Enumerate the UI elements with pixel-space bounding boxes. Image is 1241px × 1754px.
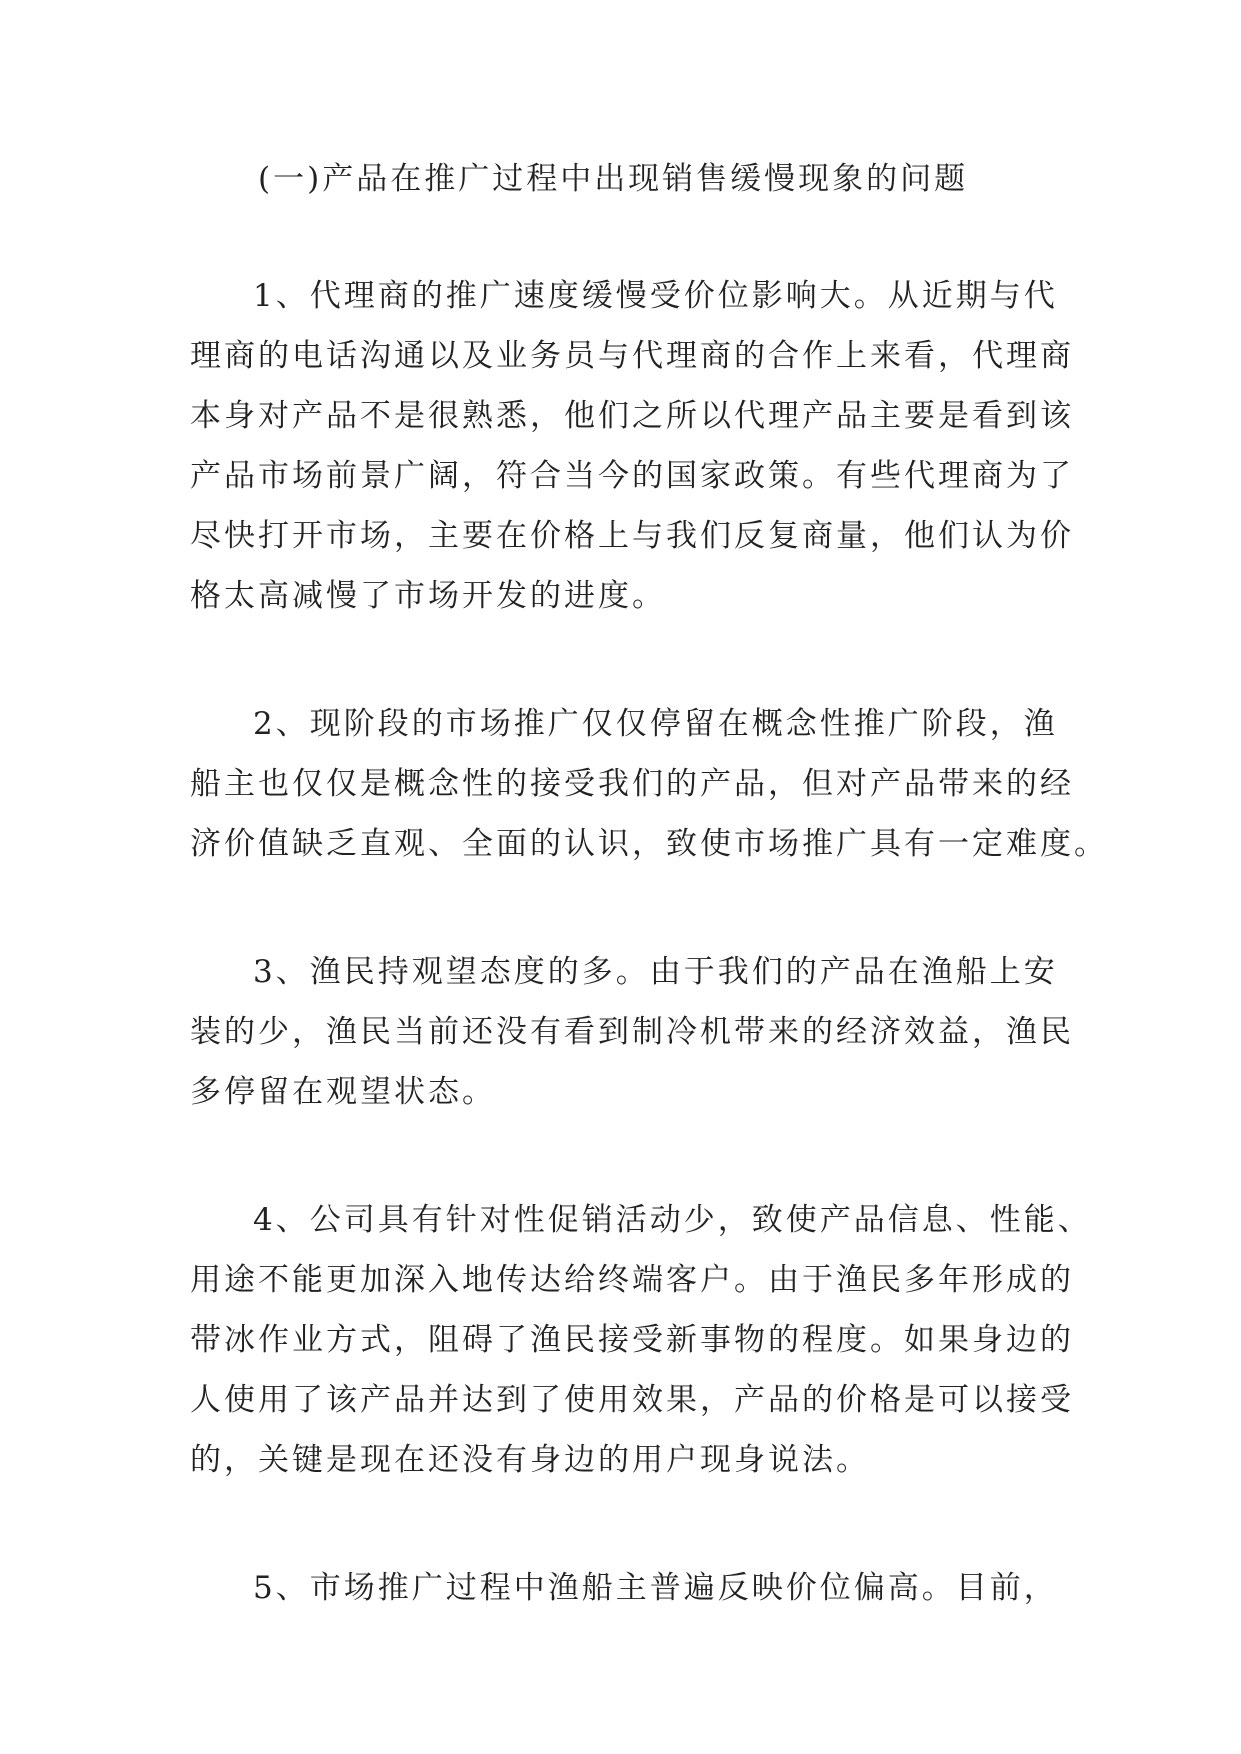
- paragraph-2: [190, 694, 1108, 874]
- paragraph-line: 装的少，渔民当前还没有看到制冷机带来的经济效益，渔民: [190, 1014, 1074, 1050]
- paragraph-line: 4、公司具有针对性促销活动少，致使产品信息、性能、: [253, 1202, 1092, 1238]
- paragraph-line: 的，关键是现在还没有身边的用户现身说法。: [190, 1442, 870, 1478]
- paragraph-line: 济价值缺乏直观、全面的认识，致使市场推广具有一定难度。: [190, 826, 1108, 862]
- paragraph-line: 人使用了该产品并达到了使用效果，产品的价格是可以接受: [190, 1382, 1074, 1418]
- paragraph-line: 船主也仅仅是概念性的接受我们的产品，但对产品带来的经: [190, 766, 1074, 802]
- section-heading: (一)产品在推广过程中出现销售缓慢现象的问题: [258, 161, 969, 197]
- paragraph-line: 5、市场推广过程中渔船主普遍反映价位偏高。目前，: [253, 1570, 1058, 1606]
- paragraph-line: 本身对产品不是很熟悉，他们之所以代理产品主要是看到该: [190, 398, 1074, 434]
- paragraph-line: 尽快打开市场，主要在价格上与我们反复商量，他们认为价: [190, 518, 1074, 554]
- paragraph-4: [190, 1190, 1092, 1490]
- paragraph-line: 2、现阶段的市场推广仅仅停留在概念性推广阶段，渔: [253, 706, 1058, 742]
- paragraph-3: [190, 942, 1074, 1122]
- paragraph-line: 1、代理商的推广速度缓慢受价位影响大。从近期与代: [253, 278, 1058, 314]
- paragraph-line: 3、渔民持观望态度的多。由于我们的产品在渔船上安: [253, 954, 1058, 990]
- paragraph-1: [190, 266, 1074, 626]
- paragraph-line: 格太高减慢了市场开发的进度。: [190, 578, 666, 614]
- paragraph-line: 带冰作业方式，阻碍了渔民接受新事物的程度。如果身边的: [190, 1322, 1074, 1358]
- paragraph-line: 理商的电话沟通以及业务员与代理商的合作上来看，代理商: [190, 338, 1074, 374]
- paragraph-line: 用途不能更加深入地传达给终端客户。由于渔民多年形成的: [190, 1262, 1074, 1298]
- paragraph-line: 产品市场前景广阔，符合当今的国家政策。有些代理商为了: [190, 458, 1074, 494]
- paragraph-5: [190, 1558, 1060, 1618]
- document-body: [190, 148, 1108, 1618]
- paragraph-line: 多停留在观望状态。: [190, 1074, 496, 1110]
